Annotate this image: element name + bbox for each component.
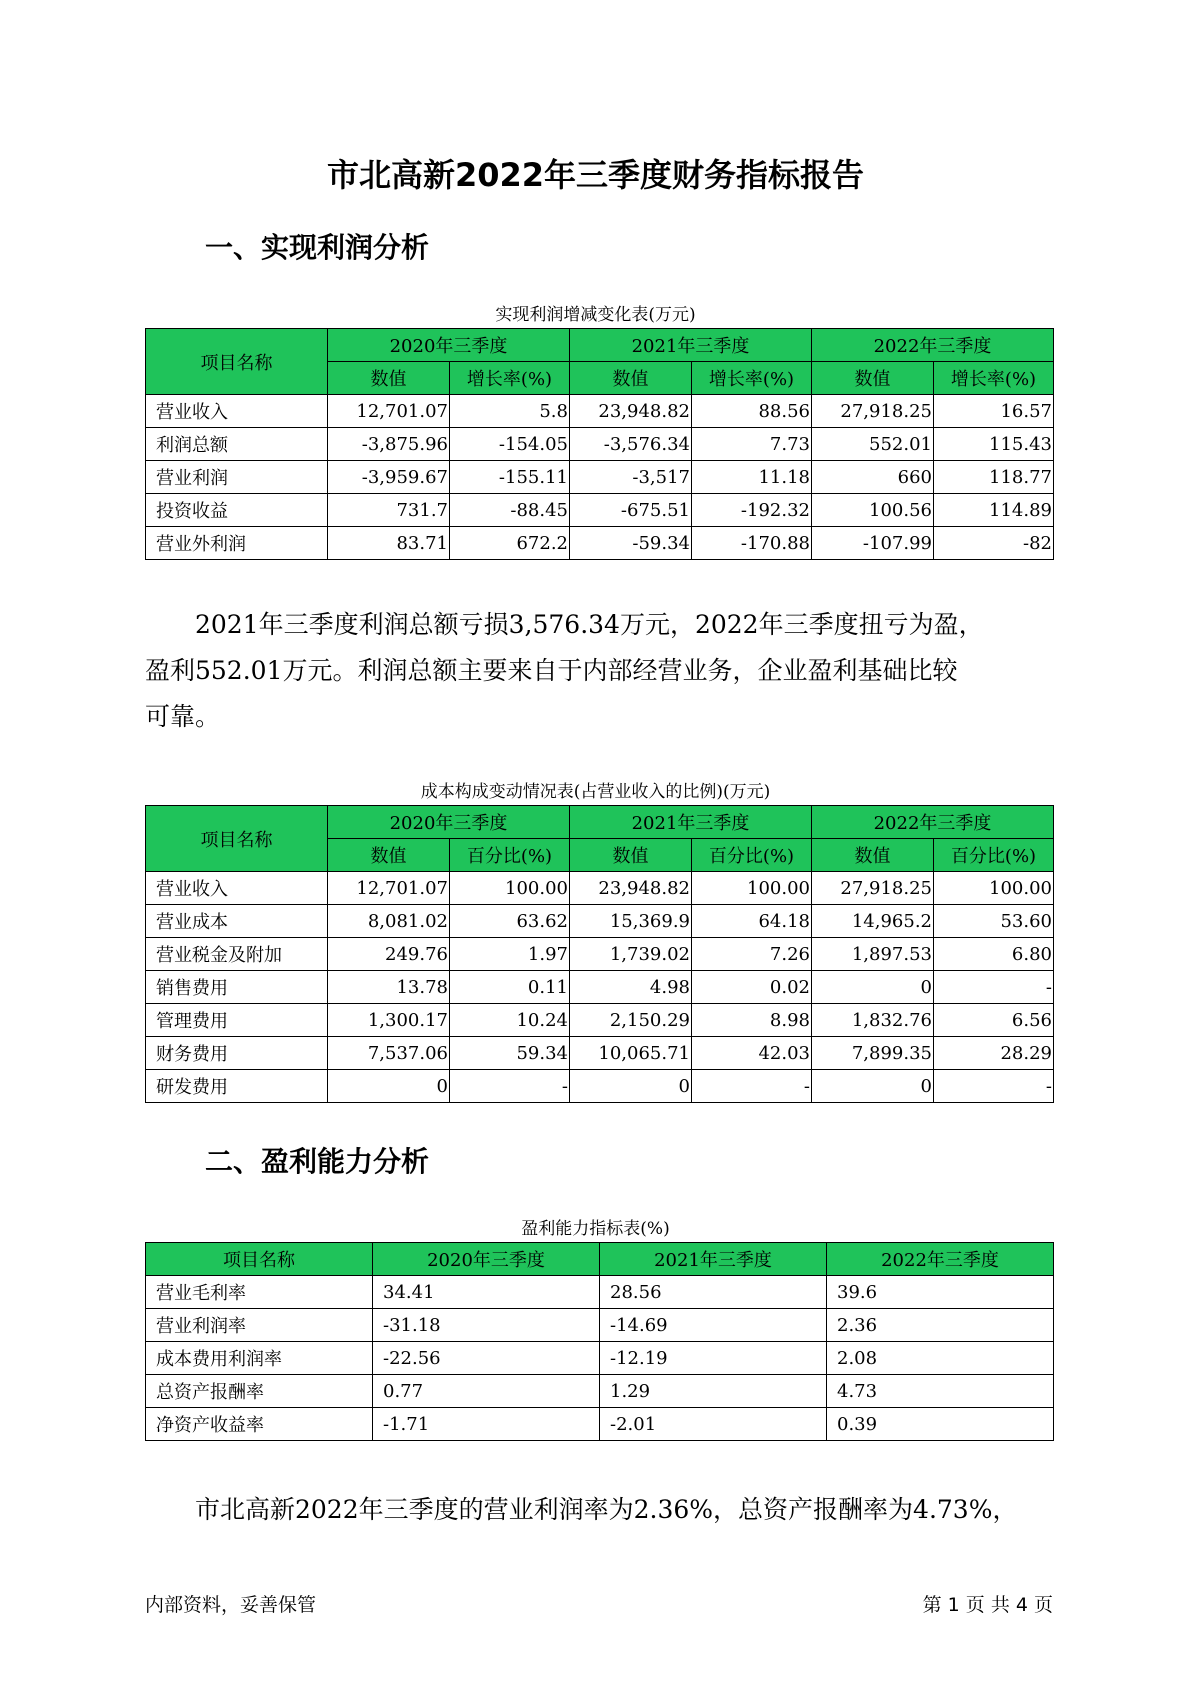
table-cell: 1.29: [600, 1375, 827, 1408]
paragraph-line: 市北高新2022年三季度的营业利润率为2.36%，总资产报酬率为4.73%，: [195, 1495, 1018, 1524]
table-cell: 0.02: [692, 971, 812, 1004]
table-cell: 64.18: [692, 905, 812, 938]
table-cell: 7,537.06: [328, 1037, 450, 1070]
table-cell: 23,948.82: [570, 395, 692, 428]
row-label: 营业利润: [146, 461, 328, 494]
table-row: [146, 527, 1054, 560]
table-cell: 2.08: [827, 1342, 1054, 1375]
table-cell: 8.98: [692, 1004, 812, 1037]
table-row: [146, 905, 1054, 938]
footer-page-number: 第 1 页 共 4 页: [922, 1594, 1053, 1616]
table-cell: -82: [934, 527, 1054, 560]
table-cell: 23,948.82: [570, 872, 692, 905]
table-cell: 0.11: [450, 971, 570, 1004]
table-cell: 0: [328, 1070, 450, 1103]
table-cell: -155.11: [450, 461, 570, 494]
table-cell: -14.69: [600, 1309, 827, 1342]
cost-structure-table: [145, 805, 1054, 1103]
row-label: 营业成本: [146, 905, 328, 938]
table-subheader: 百分比(%): [934, 839, 1054, 872]
table-cell: -154.05: [450, 428, 570, 461]
table-cell: 4.73: [827, 1375, 1054, 1408]
table-cell: 8,081.02: [328, 905, 450, 938]
table-cell: 100.00: [450, 872, 570, 905]
table-cell: 2.36: [827, 1309, 1054, 1342]
table-subheader: 数值: [328, 839, 450, 872]
table-caption-cost: 成本构成变动情况表(占营业收入的比例)(万元): [420, 782, 771, 802]
table-cell: -170.88: [692, 527, 812, 560]
table-caption-profitability: 盈利能力指标表(%): [521, 1219, 670, 1239]
table-cell: -22.56: [373, 1342, 600, 1375]
page-title: 市北高新2022年三季度财务指标报告: [326, 156, 865, 194]
row-label: 管理费用: [146, 1004, 328, 1037]
row-label: 营业毛利率: [146, 1276, 373, 1309]
table-cell: -: [934, 1070, 1054, 1103]
table-row: [146, 494, 1054, 527]
table-cell: 249.76: [328, 938, 450, 971]
table-header-name: 项目名称: [146, 806, 328, 872]
footer-confidential-note: 内部资料，妥善保管: [145, 1594, 317, 1616]
table-cell: 2,150.29: [570, 1004, 692, 1037]
table-cell: -12.19: [600, 1342, 827, 1375]
table-row: [146, 1070, 1054, 1103]
table-cell: -3,875.96: [328, 428, 450, 461]
profitability-paragraph: [145, 1487, 1055, 1533]
table-cell: 1.97: [450, 938, 570, 971]
profit-change-table: [145, 328, 1054, 560]
table-cell: 28.56: [600, 1276, 827, 1309]
table-cell: 552.01: [812, 428, 934, 461]
table-cell: 5.8: [450, 395, 570, 428]
table-cell: 63.62: [450, 905, 570, 938]
table-cell: 118.77: [934, 461, 1054, 494]
table-cell: 0: [812, 971, 934, 1004]
table-cell: 672.2: [450, 527, 570, 560]
row-label: 营业收入: [146, 872, 328, 905]
row-label: 营业利润率: [146, 1309, 373, 1342]
table-header-period: 2022年三季度: [812, 329, 1054, 362]
table-cell: 660: [812, 461, 934, 494]
table-cell: 39.6: [827, 1276, 1054, 1309]
table-cell: -: [450, 1070, 570, 1103]
row-label: 投资收益: [146, 494, 328, 527]
table-cell: 7.26: [692, 938, 812, 971]
table-cell: 1,300.17: [328, 1004, 450, 1037]
table-cell: 115.43: [934, 428, 1054, 461]
table-cell: 59.34: [450, 1037, 570, 1070]
table-subheader: 数值: [328, 362, 450, 395]
table-cell: 0.77: [373, 1375, 600, 1408]
table-cell: -31.18: [373, 1309, 600, 1342]
table-cell: 6.80: [934, 938, 1054, 971]
table-cell: -88.45: [450, 494, 570, 527]
table-row: [146, 395, 1054, 428]
table-header-period: 2022年三季度: [812, 806, 1054, 839]
table-header-period: 2021年三季度: [570, 329, 812, 362]
table-row: [146, 1004, 1054, 1037]
table-cell: -2.01: [600, 1408, 827, 1441]
table-cell: 16.57: [934, 395, 1054, 428]
table-cell: 1,739.02: [570, 938, 692, 971]
table-row: [146, 1342, 1054, 1375]
table-cell: -59.34: [570, 527, 692, 560]
table-subheader: 数值: [812, 839, 934, 872]
row-label: 总资产报酬率: [146, 1375, 373, 1408]
table-cell: -3,517: [570, 461, 692, 494]
section-heading-profitability: 二、盈利能力分析: [205, 1145, 430, 1178]
table-header-period: 2020年三季度: [328, 329, 570, 362]
table-header-name: 项目名称: [146, 329, 328, 395]
table-cell: 7,899.35: [812, 1037, 934, 1070]
table-row: [146, 938, 1054, 971]
table-row: [146, 1037, 1054, 1070]
table-subheader: 数值: [570, 362, 692, 395]
table-subheader: 数值: [812, 362, 934, 395]
table-cell: -675.51: [570, 494, 692, 527]
table-row: [146, 1375, 1054, 1408]
table-cell: 12,701.07: [328, 872, 450, 905]
table-cell: 53.60: [934, 905, 1054, 938]
table-cell: 100.56: [812, 494, 934, 527]
table-cell: -3,576.34: [570, 428, 692, 461]
table-subheader: 增长率(%): [450, 362, 570, 395]
table-cell: 12,701.07: [328, 395, 450, 428]
row-label: 利润总额: [146, 428, 328, 461]
table-header-period: 2020年三季度: [328, 806, 570, 839]
table-cell: 15,369.9: [570, 905, 692, 938]
table-cell: 27,918.25: [812, 872, 934, 905]
row-label: 财务费用: [146, 1037, 328, 1070]
row-label: 销售费用: [146, 971, 328, 1004]
table-cell: -: [934, 971, 1054, 1004]
table-cell: 28.29: [934, 1037, 1054, 1070]
table-cell: 14,965.2: [812, 905, 934, 938]
table-cell: 114.89: [934, 494, 1054, 527]
table-subheader: 数值: [570, 839, 692, 872]
table-cell: 10,065.71: [570, 1037, 692, 1070]
table-cell: 10.24: [450, 1004, 570, 1037]
table-cell: -192.32: [692, 494, 812, 527]
row-label: 研发费用: [146, 1070, 328, 1103]
table-subheader: 增长率(%): [934, 362, 1054, 395]
table-row: [146, 461, 1054, 494]
table-cell: 27,918.25: [812, 395, 934, 428]
table-row: [146, 872, 1054, 905]
table-cell: 83.71: [328, 527, 450, 560]
table-cell: 1,897.53: [812, 938, 934, 971]
table-cell: 88.56: [692, 395, 812, 428]
table-header-name: 项目名称: [146, 1243, 373, 1276]
table-cell: 4.98: [570, 971, 692, 1004]
profit-analysis-paragraph: [145, 602, 1055, 740]
table-cell: 7.73: [692, 428, 812, 461]
table-cell: 13.78: [328, 971, 450, 1004]
table-caption-profit: 实现利润增减变化表(万元): [495, 305, 696, 325]
table-subheader: 百分比(%): [450, 839, 570, 872]
table-cell: -3,959.67: [328, 461, 450, 494]
table-cell: 6.56: [934, 1004, 1054, 1037]
table-cell: -107.99: [812, 527, 934, 560]
table-cell: 0.39: [827, 1408, 1054, 1441]
table-cell: -: [692, 1070, 812, 1103]
table-cell: 0: [570, 1070, 692, 1103]
paragraph-line: 2021年三季度利润总额亏损3,576.34万元，2022年三季度扭亏为盈，: [195, 610, 984, 639]
table-row: [146, 1408, 1054, 1441]
table-cell: 1,832.76: [812, 1004, 934, 1037]
table-row: [146, 428, 1054, 461]
table-cell: 34.41: [373, 1276, 600, 1309]
table-cell: 42.03: [692, 1037, 812, 1070]
table-row: [146, 971, 1054, 1004]
row-label: 营业税金及附加: [146, 938, 328, 971]
section-heading-profit: 一、实现利润分析: [205, 231, 430, 264]
row-label: 营业收入: [146, 395, 328, 428]
table-header-period: 2021年三季度: [570, 806, 812, 839]
table-cell: 731.7: [328, 494, 450, 527]
row-label: 净资产收益率: [146, 1408, 373, 1441]
row-label: 营业外利润: [146, 527, 328, 560]
table-cell: -1.71: [373, 1408, 600, 1441]
profitability-table: [145, 1242, 1054, 1441]
table-row: [146, 1309, 1054, 1342]
table-header-period: 2021年三季度: [600, 1243, 827, 1276]
row-label: 成本费用利润率: [146, 1342, 373, 1375]
table-subheader: 百分比(%): [692, 839, 812, 872]
table-cell: 100.00: [934, 872, 1054, 905]
table-row: [146, 1276, 1054, 1309]
table-header-period: 2020年三季度: [373, 1243, 600, 1276]
table-subheader: 增长率(%): [692, 362, 812, 395]
table-cell: 0: [812, 1070, 934, 1103]
paragraph-line: 可靠。: [145, 702, 221, 731]
table-cell: 100.00: [692, 872, 812, 905]
table-cell: 11.18: [692, 461, 812, 494]
table-header-period: 2022年三季度: [827, 1243, 1054, 1276]
paragraph-line: 盈利552.01万元。利润总额主要来自于内部经营业务，企业盈利基础比较: [145, 656, 958, 685]
